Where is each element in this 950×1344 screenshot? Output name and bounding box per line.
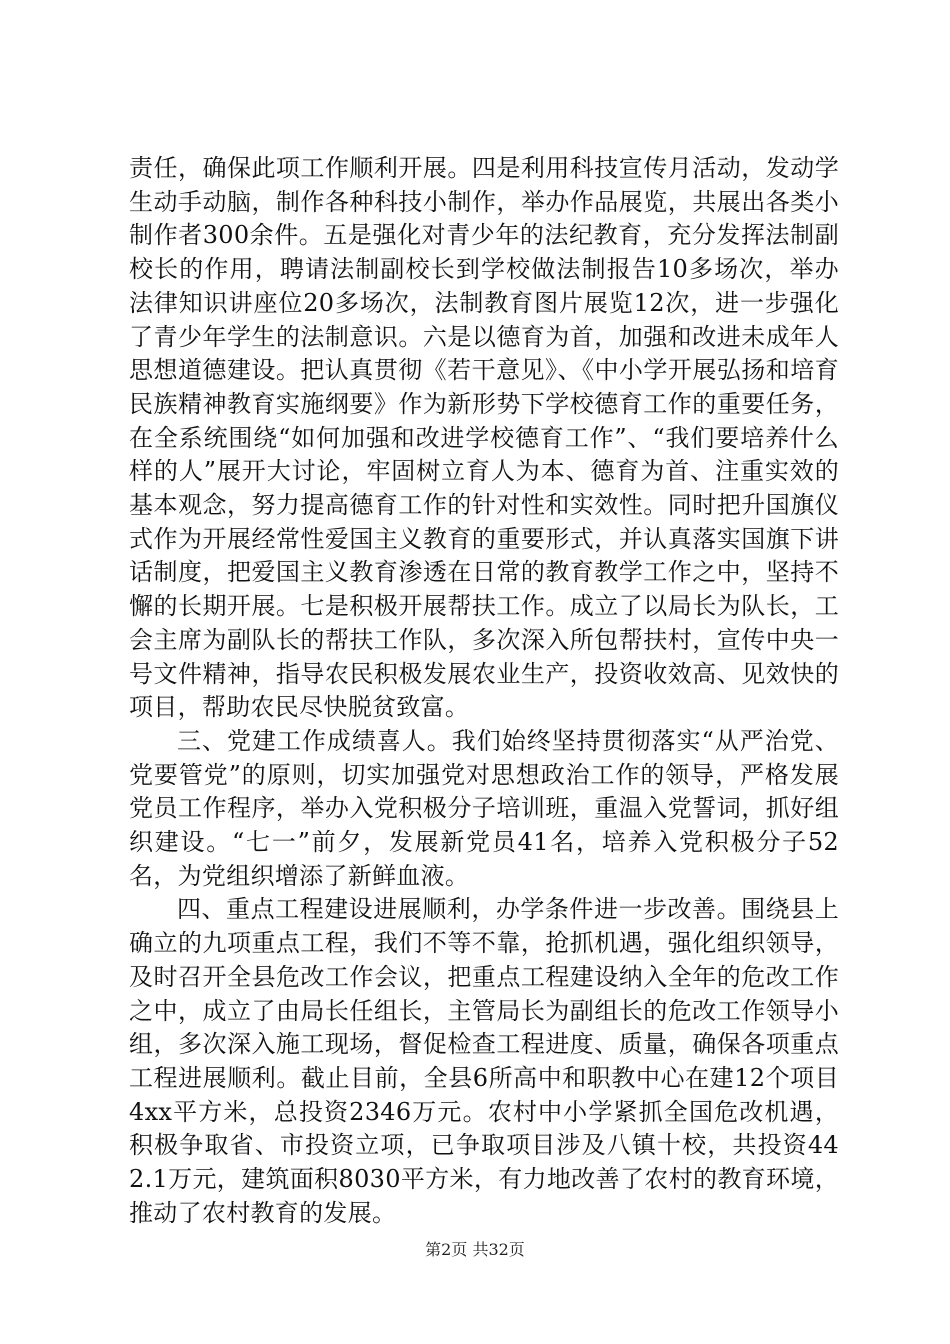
paragraph-key-projects: 四、重点工程建设进展顺利，办学条件进一步改善。围绕县上确立的九项重点工程，我们不等不靠，抢抓机遇，强化组织领导，及时召开全县危改工作会议，把重点工程建设纳入全年的危改工作之中，成立了由局长任组长，主管局长为副组长的危改工作领导小组，多次深入施工现场，督促检查工程进度、质量，确保各项重点工程进展顺利。截止目前，全县6所高中和职教中心在建12个项目4xx平方米，总投资2346万元。农村中小学紧抓全国危改机遇，积极争取省、市投资立项，已争取项目涉及八镇十校，共投资442.1万元，建筑面积8030平方米，有力地改善了农村的教育环境，推动了农村教育的发展。 (129, 895, 839, 1227)
document-body (129, 152, 839, 1231)
paragraph-continuation: 责任，确保此项工作顺利开展。四是利用科技宣传月活动，发动学生动手动脑，制作各种科技小制作，举办作品展览，共展出各类小制作者300余件。五是强化对青少年的法纪教育，充分发挥法制副校长的作用，聘请法制副校长到学校做法制报告10多场次，举办法律知识讲座位20多场次，法制教育图片展览12次，进一步强化了青少年学生的法制意识。六是以德育为首，加强和改进未成年人思想道德建设。把认真贯彻《若干意见》、《中小学开展弘扬和培育民族精神教育实施纲要》作为新形势下学校德育工作的重要任务，在全系统围绕“如何加强和改进学校德育工作”、“我们要培养什么样的人”展开大讨论，牢固树立育人为本、德育为首、注重实效的基本观念，努力提高德育工作的针对性和实效性。同时把升国旗仪式作为开展经常性爱国主义教育的重要形式，并认真落实国旗下讲话制度，把爱国主义教育渗透在日常的教育教学工作之中，坚持不懈的长期开展。七是积极开展帮扶工作。成立了以局长为队长，工会主席为副队长的帮扶工作队，多次深入所包帮扶村，宣传中央一号文件精神，指导农民积极发展农业生产，投资收效高、见效快的项目，帮助农民尽快脱贫致富。 (129, 154, 839, 722)
page-footer (0, 1240, 950, 1260)
page-number: 第2页 共32页 (425, 1240, 525, 1259)
paragraph-party-building: 三、党建工作成绩喜人。我们始终坚持贯彻落实“从严治党、党要管党”的原则，切实加强党对思想政治工作的领导，严格发展党员工作程序，举办入党积极分子培训班，重温入党誓词，抓好组织建设。“七一”前夕，发展新党员41名，培养入党积极分子52名，为党组织增添了新鲜血液。 (129, 726, 839, 890)
